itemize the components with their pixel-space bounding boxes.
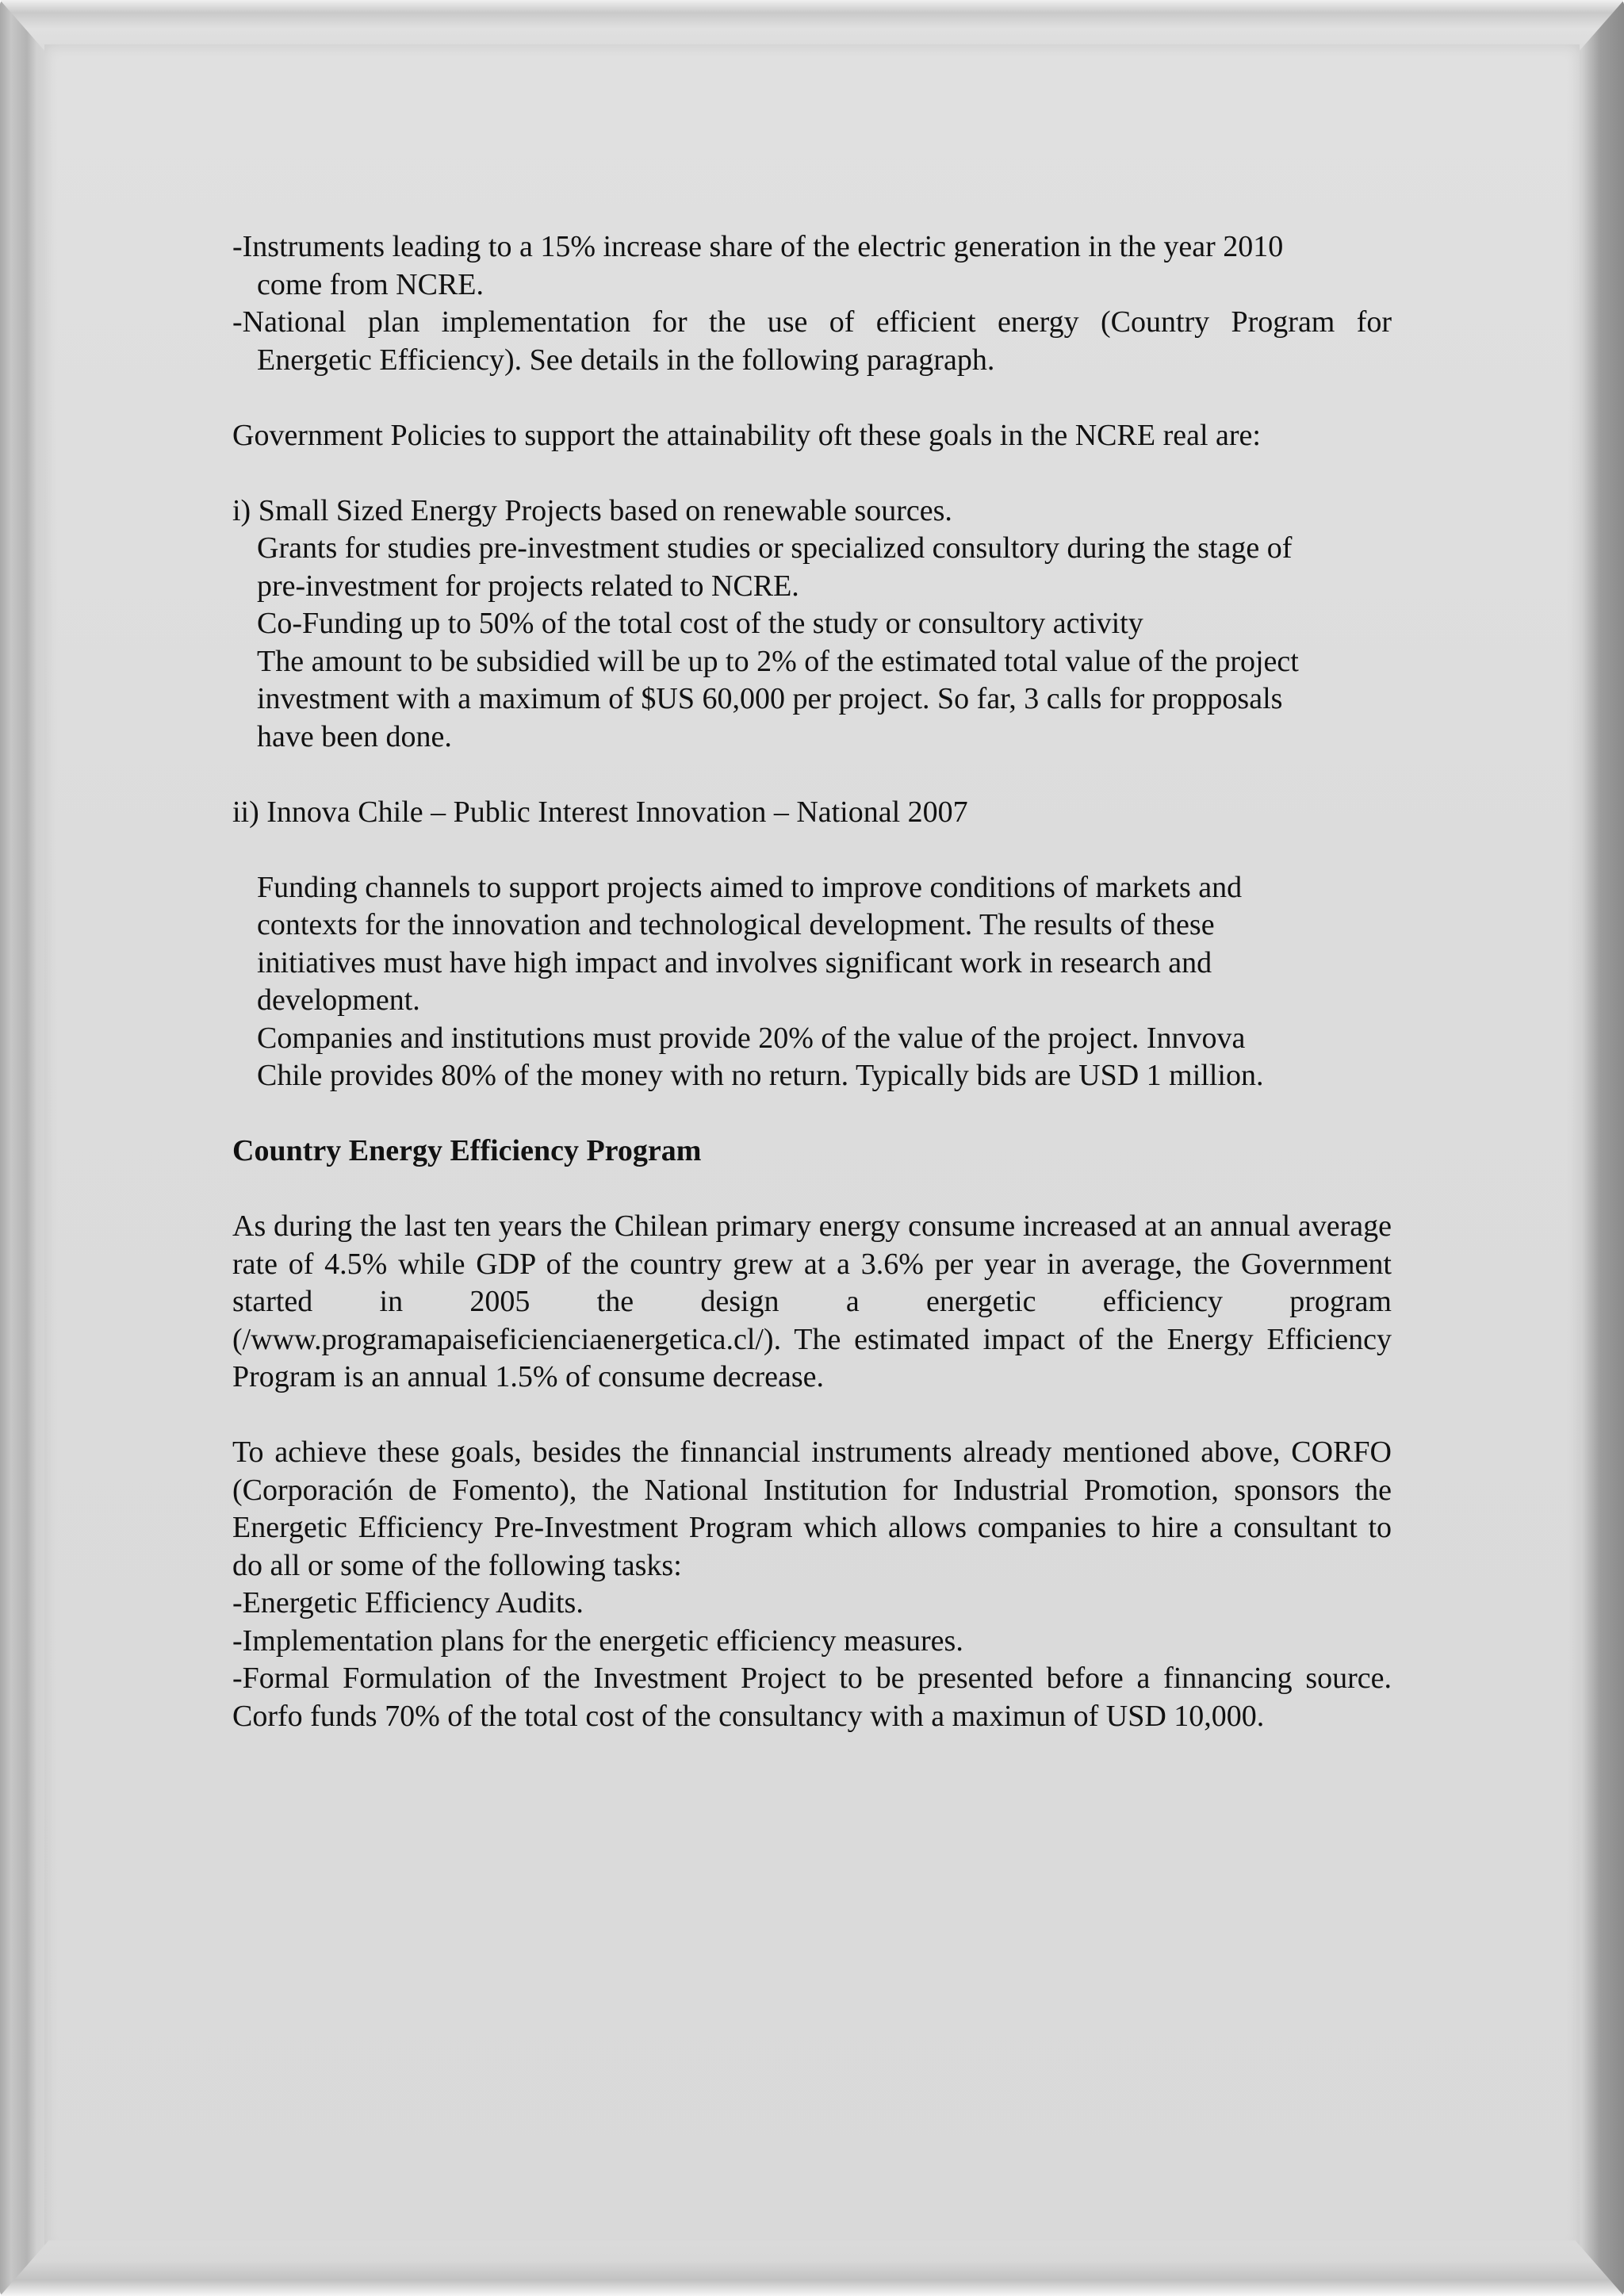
policy-1-line: have been done. bbox=[257, 719, 452, 753]
paragraph-energy-consume: As during the last ten years the Chilean primary energy consume increased at an annual average rate of 4.5% while GDP of the country grew at a 3.6% per year in average, the Government started in 2005 the design a energetic efficiency program (/www.programapaiseficienciaenergetica.cl/). The estimated impact of the Energy Efficiency Program is an annual 1.5% of consume decrease. bbox=[232, 1209, 1392, 1393]
bullet-2-line-2: Energetic Efficiency). See details in the following paragraph. bbox=[257, 343, 995, 377]
bullet-1-line-1: -Instruments leading to a 15% increase share of the electric generation in the year 2010 bbox=[232, 230, 1284, 263]
policy-1-title: i) Small Sized Energy Projects based on renewable sources. bbox=[232, 493, 952, 527]
task-item: -Energetic Efficiency Audits. bbox=[232, 1586, 584, 1619]
policy-2-line: Chile provides 80% of the money with no return. Typically bids are USD 1 million. bbox=[257, 1059, 1264, 1092]
section-heading: Country Energy Efficiency Program bbox=[232, 1134, 702, 1167]
policy-1-line: The amount to be subsidied will be up to 2% of the estimated total value of the project bbox=[257, 644, 1299, 678]
policy-1-line: investment with a maximum of $US 60,000 per project. So far, 3 calls for propposals bbox=[257, 682, 1283, 715]
policy-2-line: development. bbox=[257, 983, 420, 1017]
task-item: -Implementation plans for the energetic efficiency measures. bbox=[232, 1623, 963, 1658]
paragraph-corfo: To achieve these goals, besides the finnancial instruments already mentioned above, CORFO (Corporación de Fomento), the National Institution for Industrial Promotion, sponsors the Energetic Efficiency Pre-Investment Program which allows companies to hire a consultant to do all or some of the following tasks: bbox=[232, 1435, 1392, 1582]
policy-1-line: Grants for studies pre-investment studies or specialized consultory during the stage of bbox=[257, 531, 1293, 565]
policy-1-line: pre-investment for projects related to NCRE. bbox=[257, 569, 799, 603]
policy-2-line: contexts for the innovation and technological development. The results of these bbox=[257, 908, 1215, 941]
policy-2-line: Funding channels to support projects aimed to improve conditions of markets and bbox=[257, 870, 1243, 904]
policy-2-line: Companies and institutions must provide 20% of the value of the project. Innvova bbox=[257, 1021, 1246, 1055]
document-body bbox=[232, 228, 1392, 1735]
policies-intro: Government Policies to support the attainability oft these goals in the NCRE real are: bbox=[232, 418, 1261, 452]
task-item: -Formal Formulation of the Investment Project to be presented before a finnancing source. Corfo funds 70% of the total cost of the consultancy with a maximun of USD 10,000. bbox=[232, 1662, 1392, 1733]
policy-2-line: initiatives must have high impact and involves significant work in research and bbox=[257, 945, 1212, 979]
bullet-2-line-1: -National plan implementation for the use of efficient energy (Country Program for bbox=[232, 305, 1392, 339]
policy-1-line: Co-Funding up to 50% of the total cost of the study or consultory activity bbox=[257, 607, 1143, 640]
bullet-1-line-2: come from NCRE. bbox=[257, 267, 485, 301]
policy-2-title: ii) Innova Chile – Public Interest Innovation – National 2007 bbox=[232, 795, 968, 829]
